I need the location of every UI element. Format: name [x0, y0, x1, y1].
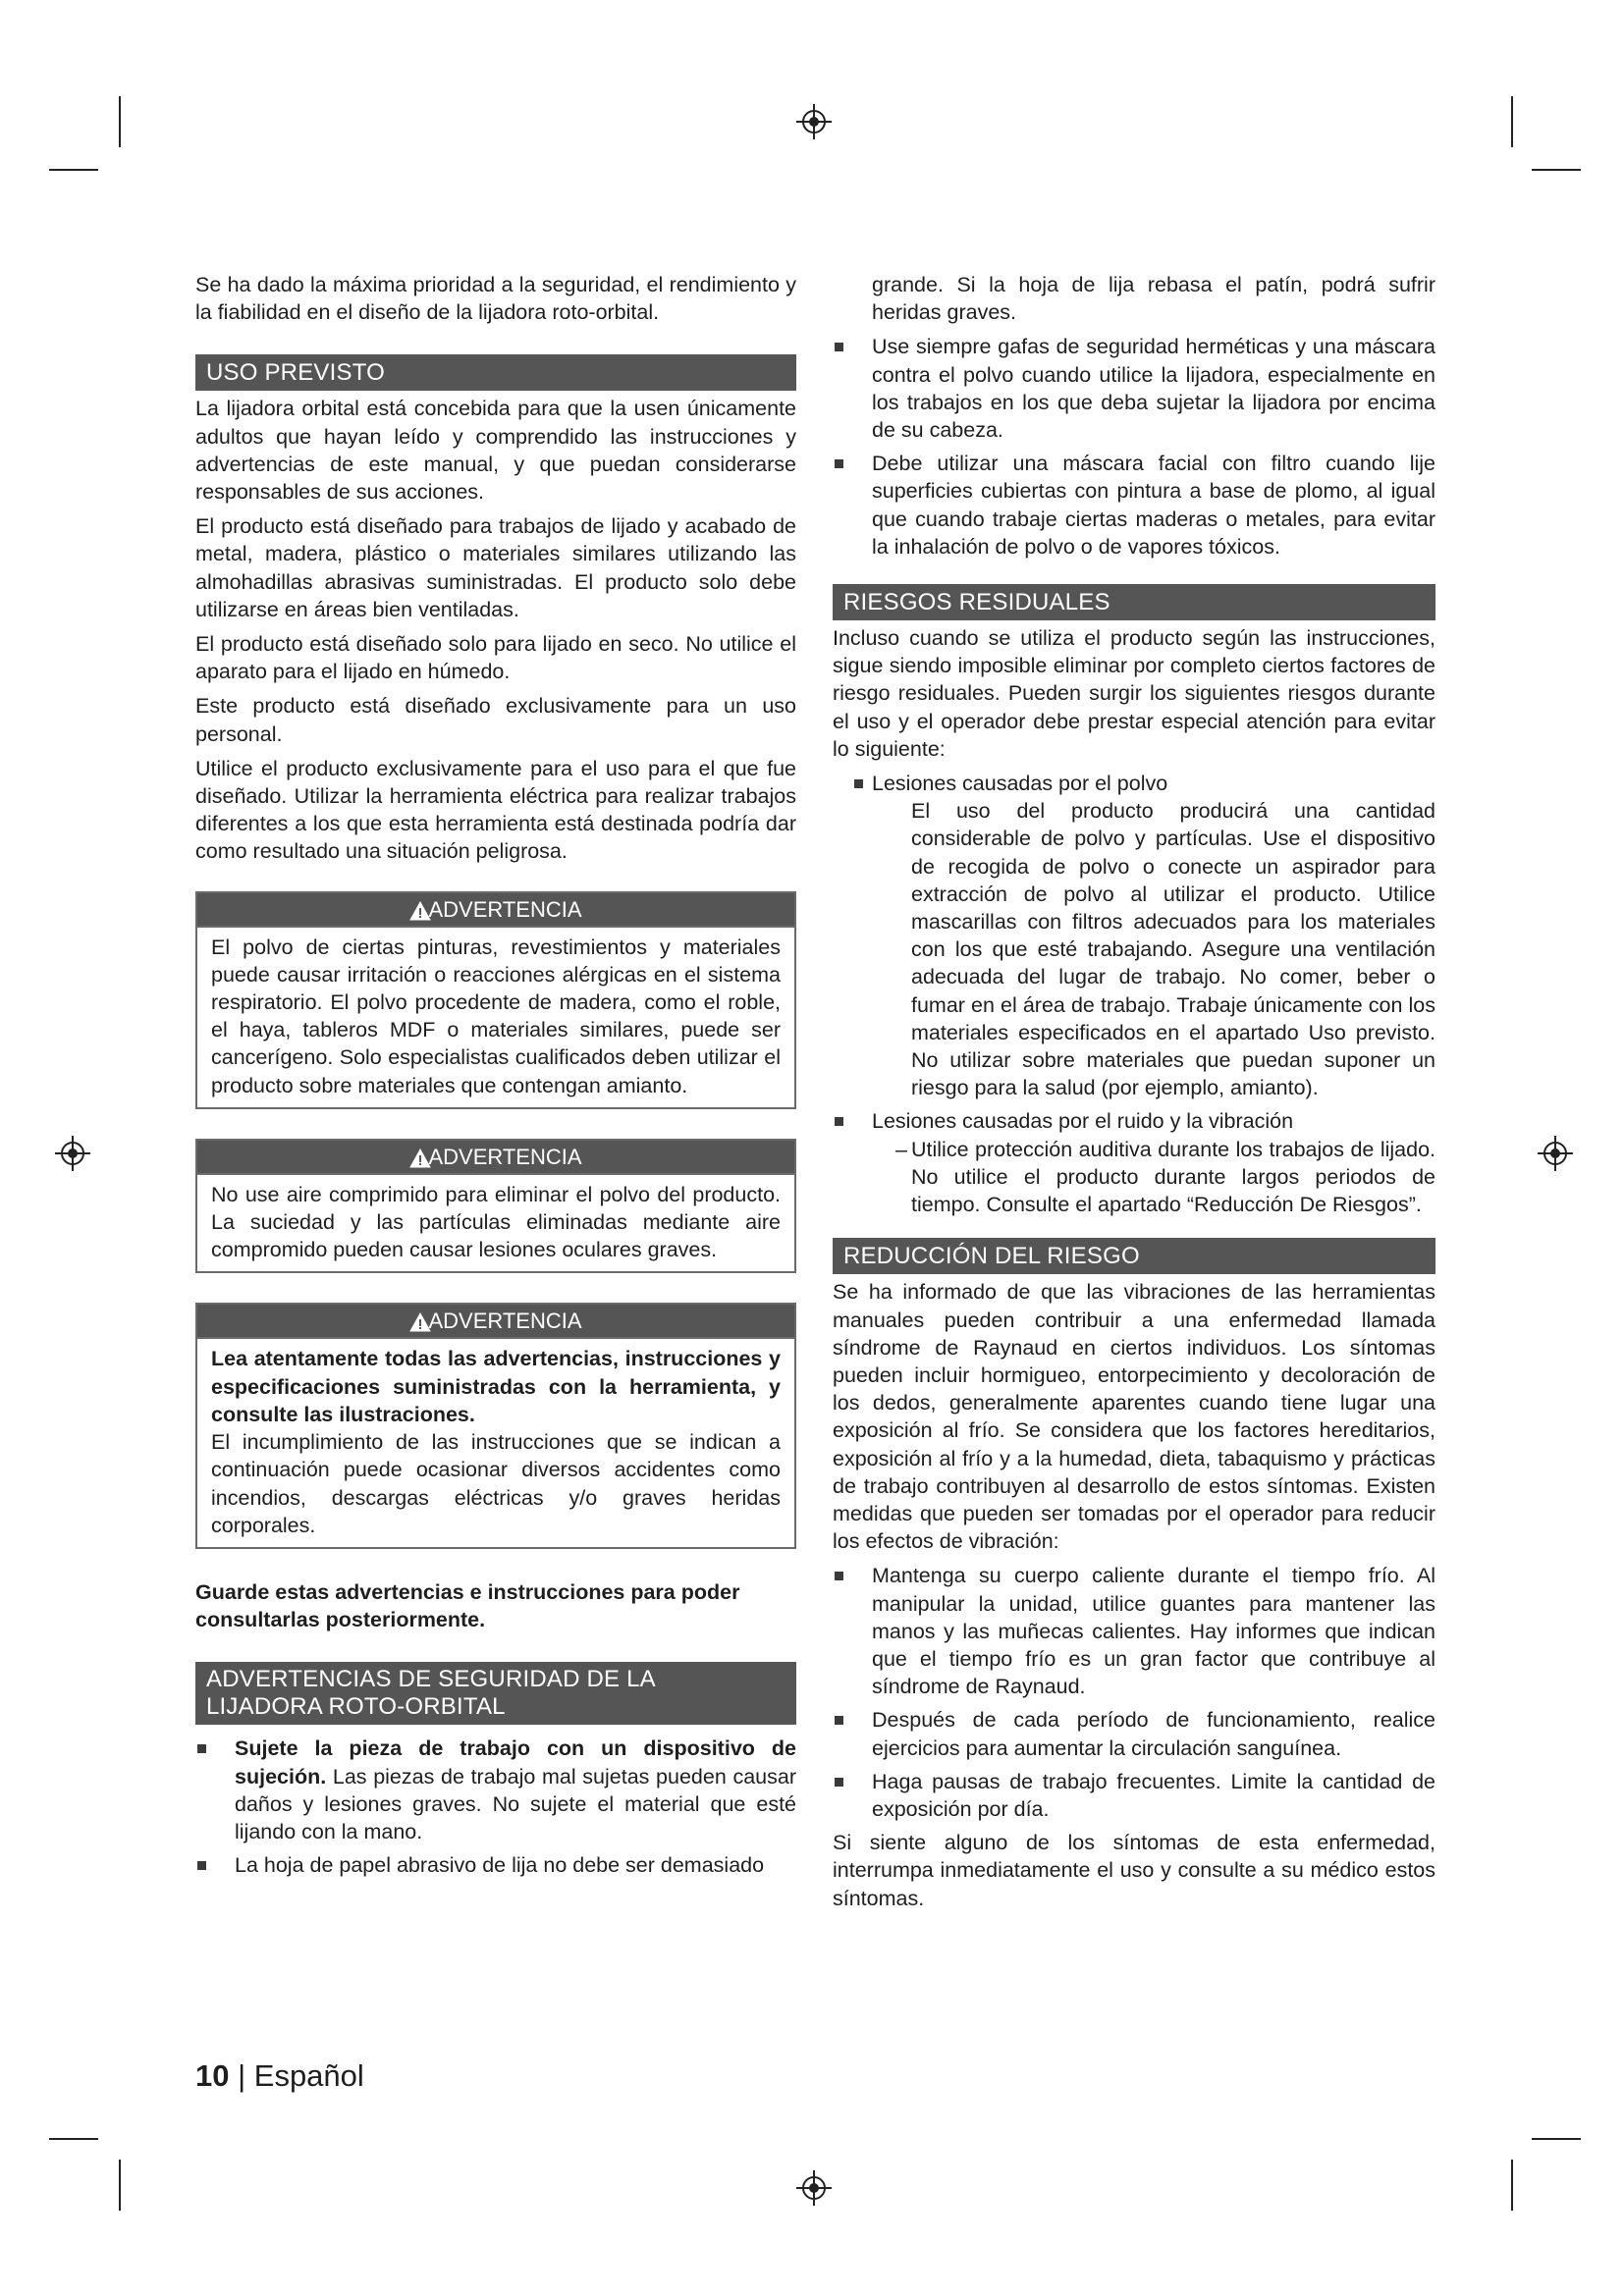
list-item-text: Mantenga su cuerpo caliente durante el tiempo frío. Al manipular la unidad, utilice guantes para mantener las manos y las muñecas calientes. Hay informes que indican que el tiempo frío es un gran factor que contribuye al síndrome de Raynaud.: [872, 1564, 1435, 1699]
continued-paragraph: grande. Si la hoja de lija rebasa el patín, podrá sufrir heridas graves.: [872, 273, 1435, 325]
warning-box: [195, 1139, 796, 1274]
safety-heading-line: LIJADORA ROTO-ORBITAL: [206, 1693, 506, 1721]
list-item-text: Lesiones causadas por el ruido y la vibración: [872, 1109, 1294, 1134]
warning-header: [197, 1305, 794, 1339]
bullet-icon: [835, 343, 843, 351]
list-item: [833, 1706, 1435, 1761]
list-item: [833, 450, 1435, 561]
reduccion-paragraph: Se ha informado de que las vibraciones de las herramientas manuales pueden contribuir a una enfermedad llamada síndrome de Raynaud en ciertos individuos. Los síntomas pueden incluir hormigueo, entorpecimiento y decoloración de los dedos, generalmente aparentes cuando tiene lugar una exposición al frío. Se considera que los factores hereditarios, exposición al frío y a la humedad, dieta, tabaquismo y prácticas de trabajo contribuyen al desarrollo de estos síntomas. Existen medidas que pueden ser tomadas por el operador para reducir los efectos de vibración:: [833, 1280, 1435, 1554]
bullet-icon: [835, 1117, 843, 1126]
warning-box: [195, 891, 796, 1109]
list-item-subtext: Utilice protección auditiva durante los trabajos de lijado. No utilice el producto durante largos periodos de tiempo. Consulte el apartado “Reducción De Riesgos”.: [911, 1137, 1435, 1217]
crop-mark: [1511, 2160, 1513, 2211]
list-item: [833, 1562, 1435, 1700]
footer-language: Español: [253, 2058, 364, 2093]
bullet-icon: [854, 779, 863, 788]
reduccion-paragraph: Si siente alguno de los síntomas de esta enfermedad, interrumpa inmediatamente el uso y consulte a su médico estos síntomas.: [833, 1831, 1435, 1910]
page-number: 10: [195, 2058, 230, 2093]
uso-previsto-paragraph: La lijadora orbital está concebida para que la usen únicamente adultos que hayan leído y comprendido las instrucciones y advertencias de este manual, y que puedan considerarse responsables de sus acciones.: [195, 397, 796, 505]
list-item-text: La hoja de papel abrasivo de lija no debe ser demasiado: [235, 1853, 765, 1878]
list-item-text: Haga pausas de trabajo frecuentes. Limite la cantidad de exposición por día.: [872, 1769, 1435, 1821]
riesgos-residuales-heading: RIESGOS RESIDUALES: [833, 584, 1435, 620]
bullet-icon: [835, 1572, 843, 1580]
registration-mark-icon: [796, 2170, 832, 2206]
list-item-text: Las piezas de trabajo mal sujetas pueden causar daños y lesiones graves. No sujete el material que esté lijando con la mano.: [235, 1764, 796, 1843]
crop-mark: [119, 96, 121, 147]
intro-paragraph: Se ha dado la máxima prioridad a la seguridad, el rendimiento y la fiabilidad en el diseño de la lijadora roto-orbital.: [195, 273, 796, 325]
warning-text: El incumplimiento de las instrucciones que se indican a continuación puede ocasionar diversos accidentes como incendios, descargas eléctricas y/o graves heridas corporales.: [211, 1430, 781, 1537]
warning-title: ADVERTENCIA: [428, 1308, 582, 1334]
crop-mark: [1532, 2138, 1581, 2140]
crop-mark: [49, 169, 98, 171]
footer-separator: |: [229, 2058, 254, 2093]
warning-box: [195, 1303, 796, 1548]
list-item: [833, 333, 1435, 444]
list-item: [195, 1735, 796, 1845]
crop-mark: [1532, 169, 1581, 171]
uso-previsto-heading: USO PREVISTO: [195, 354, 796, 391]
reduccion-riesgo-heading: REDUCCIÓN DEL RIESGO: [833, 1238, 1435, 1274]
reduccion-list: [833, 1562, 1435, 1823]
warning-title: ADVERTENCIA: [428, 1144, 582, 1169]
crop-mark: [49, 2138, 98, 2140]
warning-title: ADVERTENCIA: [428, 896, 582, 922]
bullet-icon: [197, 1861, 206, 1870]
list-item: [833, 1768, 1435, 1823]
bullet-icon: [835, 459, 843, 468]
list-item-bold: Sujete la pieza de trabajo con un dispositivo de sujeción.: [235, 1736, 796, 1789]
registration-mark-icon: [55, 1136, 90, 1171]
uso-previsto-paragraph: Utilice el producto exclusivamente para el uso para el que fue diseñado. Utilizar la herramienta eléctrica para realizar trabajos diferentes a los que esta herramienta está destinada podría dar como resultado una situación peligrosa.: [195, 756, 796, 864]
warning-header: [197, 893, 794, 928]
bullet-icon: [197, 1744, 206, 1753]
list-item: [833, 770, 1435, 1101]
list-item: [833, 1107, 1435, 1218]
uso-previsto-paragraph: Este producto está diseñado exclusivamente para un uso personal.: [195, 694, 796, 746]
warning-header: [197, 1141, 794, 1175]
safety-heading-line: ADVERTENCIAS DE SEGURIDAD DE LA: [206, 1666, 656, 1693]
riesgos-list: [833, 770, 1435, 1218]
dash-marker: –: [895, 1137, 907, 1161]
right-column: [833, 271, 1435, 1919]
save-instructions-note: Guarde estas advertencias e instrucciones para poder consultarlas posteriormente.: [195, 1579, 740, 1632]
list-item-text: Lesiones causadas por el polvo: [872, 772, 1168, 796]
safety-list: [195, 1735, 796, 1879]
riesgos-paragraph: Incluso cuando se utiliza el producto según las instrucciones, sigue siendo imposible eliminar por completo ciertos factores de riesgo residuales. Pueden surgir los siguientes riesgos durante el uso y el operador debe prestar especial atención para evitar lo siguiente:: [833, 626, 1435, 761]
page-footer: [195, 2058, 364, 2094]
crop-mark: [119, 2160, 121, 2211]
list-item-subitem: [872, 1136, 1435, 1219]
list-item: [195, 1851, 796, 1879]
warning-text: No use aire comprimido para eliminar el polvo del producto. La suciedad y las partículas eliminadas mediante aire compromido pueden causar lesiones oculares graves.: [211, 1182, 781, 1262]
list-item-text: Use siempre gafas de seguridad herméticas y una máscara contra el polvo cuando utilice la lijadora, especialmente en los trabajos en los que deba sujetar la lijadora por encima de su cabeza.: [872, 335, 1435, 443]
crop-mark: [1511, 96, 1513, 147]
uso-previsto-paragraph: El producto está diseñado para trabajos de lijado y acabado de metal, madera, plástico o materiales similares utilizando las almohadillas abrasivas suministradas. El producto solo debe utilizarse en áreas bien ventiladas.: [195, 514, 796, 621]
bullet-icon: [835, 1778, 843, 1787]
list-item-text: Después de cada período de funcionamiento, realice ejercicios para aumentar la circulación sanguínea.: [872, 1708, 1435, 1760]
bullet-icon: [835, 1716, 843, 1725]
registration-mark-icon: [796, 104, 832, 139]
uso-previsto-paragraph: El producto está diseñado solo para lijado en seco. No utilice el aparato para el lijado en húmedo.: [195, 632, 796, 684]
list-item-text: Debe utilizar una máscara facial con filtro cuando lije superficies cubiertas con pintura a base de plomo, al igual que cuando trabaje ciertas maderas o metales, para evitar la inhalación de polvo o de vapores tóxicos.: [872, 452, 1435, 559]
registration-mark-icon: [1538, 1136, 1573, 1171]
left-column: [195, 271, 796, 1885]
warning-bold-text: Lea atentamente todas las advertencias, instrucciones y especificaciones suministradas con la herramienta, y consulte las ilustraciones.: [211, 1347, 781, 1426]
list-item-subtext: El uso del producto producirá una cantidad considerable de polvo y partículas. Use el dispositivo de recogida de polvo o conecte un aspirador para extracción de polvo al utilizar el producto. Utilice mascarillas con filtros adecuados para los materiales con los que esté trabajando. Asegure una ventilación adecuada del lugar de trabajo. No comer, beber o fumar en el área de trabajo. Trabaje únicamente con los materiales especificados en el apartado Uso previsto. No utilizar sobre materiales que puedan suponer un riesgo para la salud (por ejemplo, amianto).: [911, 799, 1435, 1100]
warning-text: El polvo de ciertas pinturas, revestimientos y materiales puede causar irritación o reacciones alérgicas en el sistema respiratorio. El polvo procedente de madera, como el roble, el haya, tableros MDF o materiales similares, puede ser cancerígeno. Solo especialistas cualificados deben utilizar el producto sobre materiales que contengan amianto.: [211, 934, 781, 1097]
safety-list-continued: [833, 333, 1435, 561]
safety-warnings-heading: [195, 1662, 796, 1725]
